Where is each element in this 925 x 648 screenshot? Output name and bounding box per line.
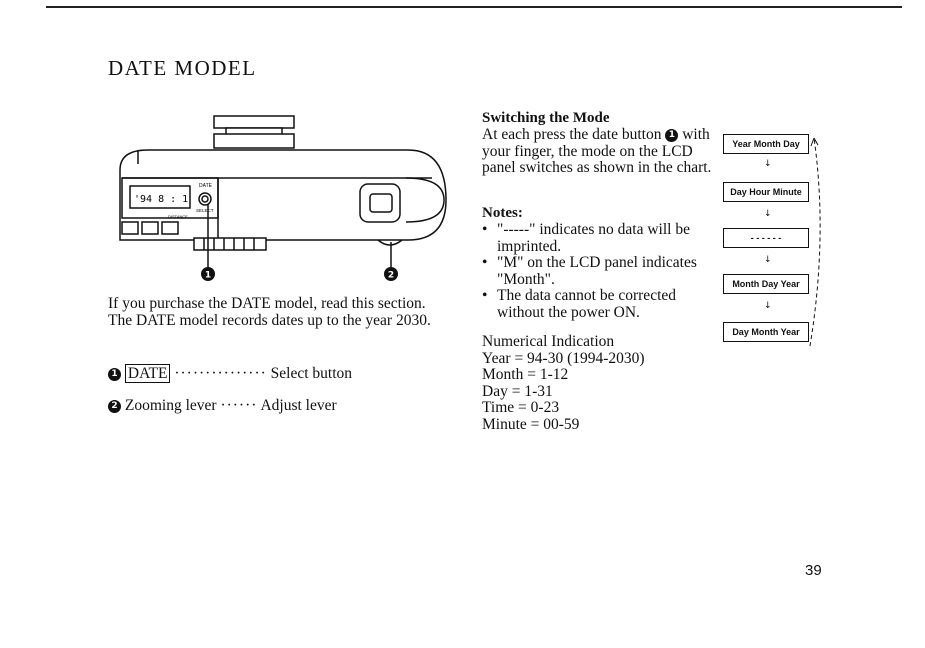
date-button-label: DATE [199,183,212,189]
arrow-down-icon: ↓ [764,301,772,311]
leader-dots: ··············· [174,365,267,382]
leader-dots: ······ [220,397,258,414]
mode-box: Day Hour Minute [723,182,809,202]
note-item: • The data cannot be corrected without the power ON. [482,288,714,321]
legend-item-2 [108,398,337,415]
lens-barrel-top [214,116,294,128]
note-item: • "M" on the LCD panel indicates "Month". [482,255,714,288]
mode-box: Day Month Year [723,322,809,342]
zooming-lever [194,238,266,250]
notes-title: Notes: [482,205,523,221]
lcd-text: '94 8 : 1 [134,194,189,205]
camera-illustration [108,112,448,284]
notes-list [482,222,714,321]
numerical-line: Minute = 00-59 [482,415,580,433]
mode-box: Month Day Year [723,274,809,294]
numerical-line: Year = 94-30 (1994-2030) [482,349,645,367]
bullet-2-icon: 2 [108,400,121,413]
switching-text [482,127,714,177]
zoom-label: DISTANCE [168,214,188,219]
legend-desc: Adjust lever [260,397,337,414]
callout-2-label: 2 [387,270,395,281]
bullet-1-icon: 1 [665,129,678,142]
intro-paragraph: If you purchase the DATE model, read this section. The DATE model records dates up to the year 2030. [108,295,431,329]
arrow-down-icon: ↓ [764,209,772,219]
page-number: 39 [805,562,822,579]
legend-item-1 [108,366,352,383]
bullet-1-icon: 1 [108,368,121,381]
numerical-line: Time = 0-23 [482,399,560,416]
cycle-return-arrow [808,126,830,348]
arrow-down-icon: ↓ [764,255,772,265]
numerical-line: Day = 1-31 [482,382,553,400]
zoom-label-text: Zooming lever [124,397,217,414]
date-label: DATE [125,364,171,383]
numerical-title: Numerical Indication [482,333,615,350]
top-rule [46,6,902,8]
legend-desc: Select button [270,365,353,382]
switching-text-after: with your finger, the mode on the LCD panel switches as shown in the chart. [482,126,712,176]
page-title: DATE MODEL [108,56,257,80]
numerical-indication [482,334,645,433]
arrow-down-icon: ↓ [764,159,772,169]
mode-box: - - - - - - [723,228,809,248]
switching-title: Switching the Mode [482,110,610,126]
callout-1-label: 1 [204,270,212,281]
select-label: SELECT [196,208,214,213]
mode-box: Year Month Day [723,134,809,154]
switching-text-before: At each press the date button [482,126,662,143]
numerical-line: Month = 1-12 [482,366,569,383]
note-item: • "-----" indicates no data will be imprinted. [482,222,714,255]
